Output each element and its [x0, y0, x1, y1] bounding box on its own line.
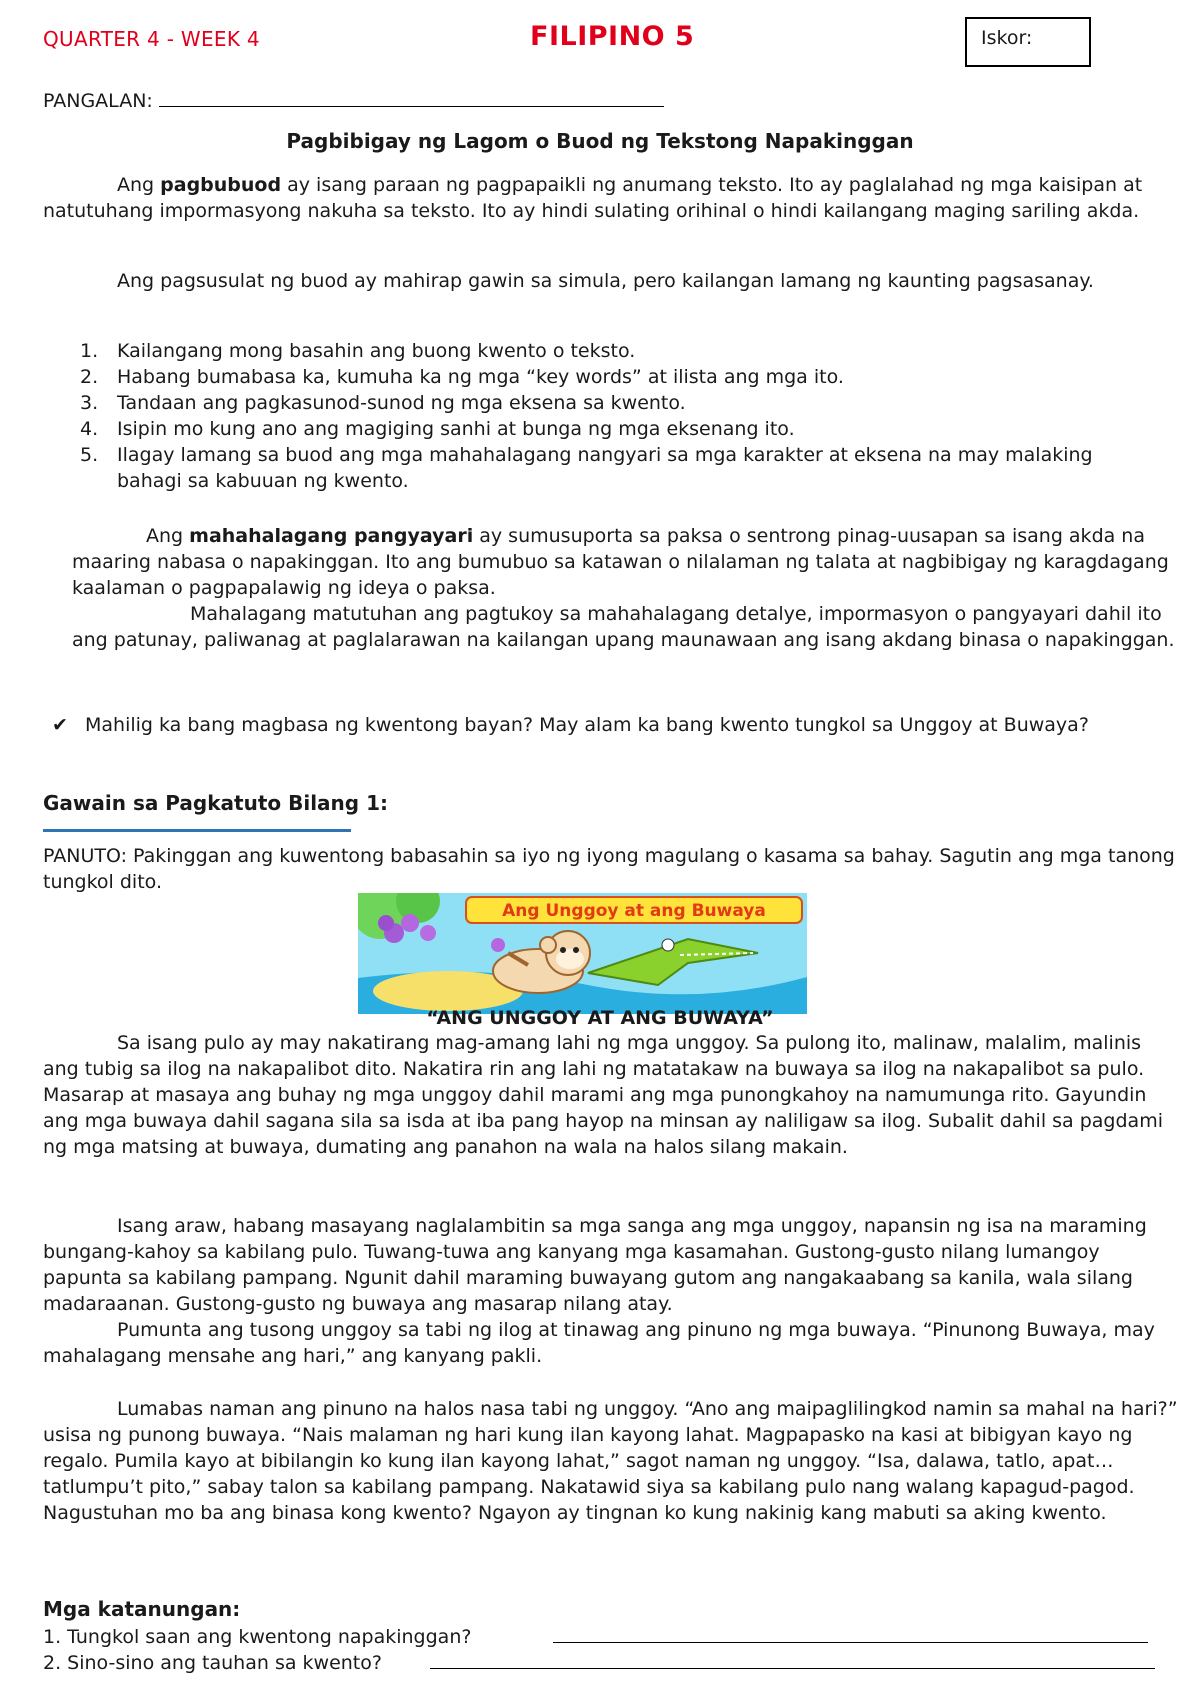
intro-paragraph-1: Ang pagbubuod ay isang paraan ng pagpapaikli ng anumang teksto. Ito ay paglalahad ng mga kaisipan at natutuhang impormasyong nakuha sa teksto. Ito ay hindi sulating orihinal o hindi kailangang maging sariling akda.	[43, 174, 1143, 222]
list-item: 2. Habang bumabasa ka, kumuha ka ng mga “key words” at ilista ang mga ito.	[80, 366, 844, 388]
subject-title: FILIPINO 5	[530, 21, 695, 52]
summary-steps-list	[72, 338, 1152, 494]
name-input-line[interactable]	[159, 86, 664, 107]
keyword-mahahalagang-pangyayari: mahahalagang pangyayari	[189, 525, 474, 547]
intro-paragraph-2: Ang pagsusulat ng buod ay mahirap gawin sa simula, pero kailangan lamang ng kaunting pagsasanay.	[117, 270, 1094, 292]
question-2: 2. Sino-sino ang tauhan sa kwento?	[43, 1652, 382, 1674]
details-paragraph-2: Mahalagang matutuhan ang pagtukoy sa mahahalagang detalye, impormasyon o pangyayari dahil ito ang patunay, paliwanag at paglalarawan na kailangan upang maunawaan ang isang akdang binasa o napakinggan.	[72, 603, 1175, 651]
story-illustration-art	[358, 893, 807, 1014]
story-illustration	[358, 893, 807, 1014]
list-item: 5. Ilagay lamang sa buod ang mga mahahalagang nangyari sa mga karakter at eksena na may malaking bahagi sa kabuuan ng kwento.	[80, 444, 1093, 492]
question-1: 1. Tungkol saan ang kwentong napakinggan?	[43, 1626, 472, 1648]
answer-line-1[interactable]	[553, 1641, 1148, 1643]
details-paragraph-1: Ang mahahalagang pangyayari ay sumusuporta sa paksa o sentrong pinag-uusapan sa isang akda na maaring nabasa o napakinggan. Ito ang bumubuo sa katawan o nilalaman ng talata at nagbibigay ng karagdagang kaalaman o pagpapalawig ng ideya o paksa.	[72, 525, 1169, 599]
answer-line-2[interactable]	[430, 1667, 1155, 1669]
score-label: Iskor:	[981, 27, 1033, 49]
list-item: 3. Tandaan ang pagkasunod-sunod ng mga eksena sa kwento.	[80, 392, 686, 414]
checkmark-icon: ✔	[52, 714, 68, 736]
story-paragraph-3: Pumunta ang tusong unggoy sa tabi ng ilog at tinawag ang pinuno ng mga buwaya. “Pinunong Buwaya, may mahalagang mensahe ang hari,” ang kanyang pakli.	[43, 1319, 1155, 1367]
quarter-week-label: QUARTER 4 - WEEK 4	[43, 27, 260, 51]
activity-underline	[43, 829, 351, 832]
story-paragraph-4: Lumabas naman ang pinuno na halos nasa tabi ng unggoy. “Ano ang maipaglilingkod namin sa mahal na hari?” usisa ng punong buwaya. “Nais malaman ng hari kung ilan kayong lahat. Magpapasko na kasi at bibigyan kayo ng regalo. Pumila kayo at bibilangin ko kung ilan kayong lahat,” sagot naman ng unggoy. “Isa, dalawa, tatlo, apat…tatlumpu’t pito,” sabay talon sa kabilang pampang. Nakatawid siya sa kabilang pulo nang walang kapagud-pagod. Nagustuhan mo ba ang binasa kong kwento? Ngayon ay tingnan ko kung nakinig kang mabuti sa aking kwento.	[43, 1398, 1178, 1524]
story-paragraph-1: Sa isang pulo ay may nakatirang mag-amang lahi ng mga unggoy. Sa pulong ito, malinaw, malalim, malinis ang tubig sa ilog na nakapalibot dito. Nakatira rin ang lahi ng matatakaw na buwaya sa ilog na nakapalibot sa pulo. Masarap at masaya ang buhay ng mga unggoy dahil marami ang mga punongkahoy na namumunga rito. Gayundin ang mga buwaya dahil sagana sila sa isda at iba pang hayop na minsan ay naliligaw sa ilog. Subalit dahil sa pagdami ng mga matsing at buwaya, dumating ang panahon na wala na halos silang makain.	[43, 1032, 1163, 1158]
list-item: 1. Kailangang mong basahin ang buong kwento o teksto.	[80, 340, 636, 362]
list-item: 4. Isipin mo kung ano ang magiging sanhi at bunga ng mga eksenang ito.	[80, 418, 795, 440]
reflection-question: ✔ Mahilig ka bang magbasa ng kwentong bayan? May alam ka bang kwento tungkol sa Unggoy at Buwaya?	[52, 714, 1089, 736]
questions-title: Mga katanungan:	[43, 1597, 241, 1621]
image-banner-text: Ang Unggoy at ang Buwaya	[502, 901, 766, 921]
topic-heading: Pagbibigay ng Lagom o Buod ng Tekstong Napakinggan	[286, 129, 914, 153]
score-box	[965, 17, 1091, 67]
story-title: “ANG UNGGOY AT ANG BUWAYA”	[426, 1007, 774, 1029]
name-label: PANGALAN:	[43, 90, 153, 112]
activity-title: Gawain sa Pagkatuto Bilang 1:	[43, 791, 388, 815]
keyword-pagbubuod: pagbubuod	[160, 174, 282, 196]
name-row	[43, 86, 664, 114]
activity-instructions: PANUTO: Pakinggan ang kuwentong babasahin sa iyo ng iyong magulang o kasama sa bahay. Sagutin ang mga tanong tungkol dito.	[43, 845, 1175, 893]
story-paragraph-2: Isang araw, habang masayang naglalambitin sa mga sanga ang mga unggoy, napansin ng isa na maraming bungang-kahoy sa kabilang pulo. Tuwang-tuwa ang kanyang mga kasamahan. Gustong-gusto nilang lumangoy papunta sa kabilang pampang. Ngunit dahil maraming buwayang gutom ang nangakaabang sa kanila, wala silang madaraanan. Gustong-gusto ng buwaya ang masarap nilang atay.	[43, 1215, 1147, 1315]
